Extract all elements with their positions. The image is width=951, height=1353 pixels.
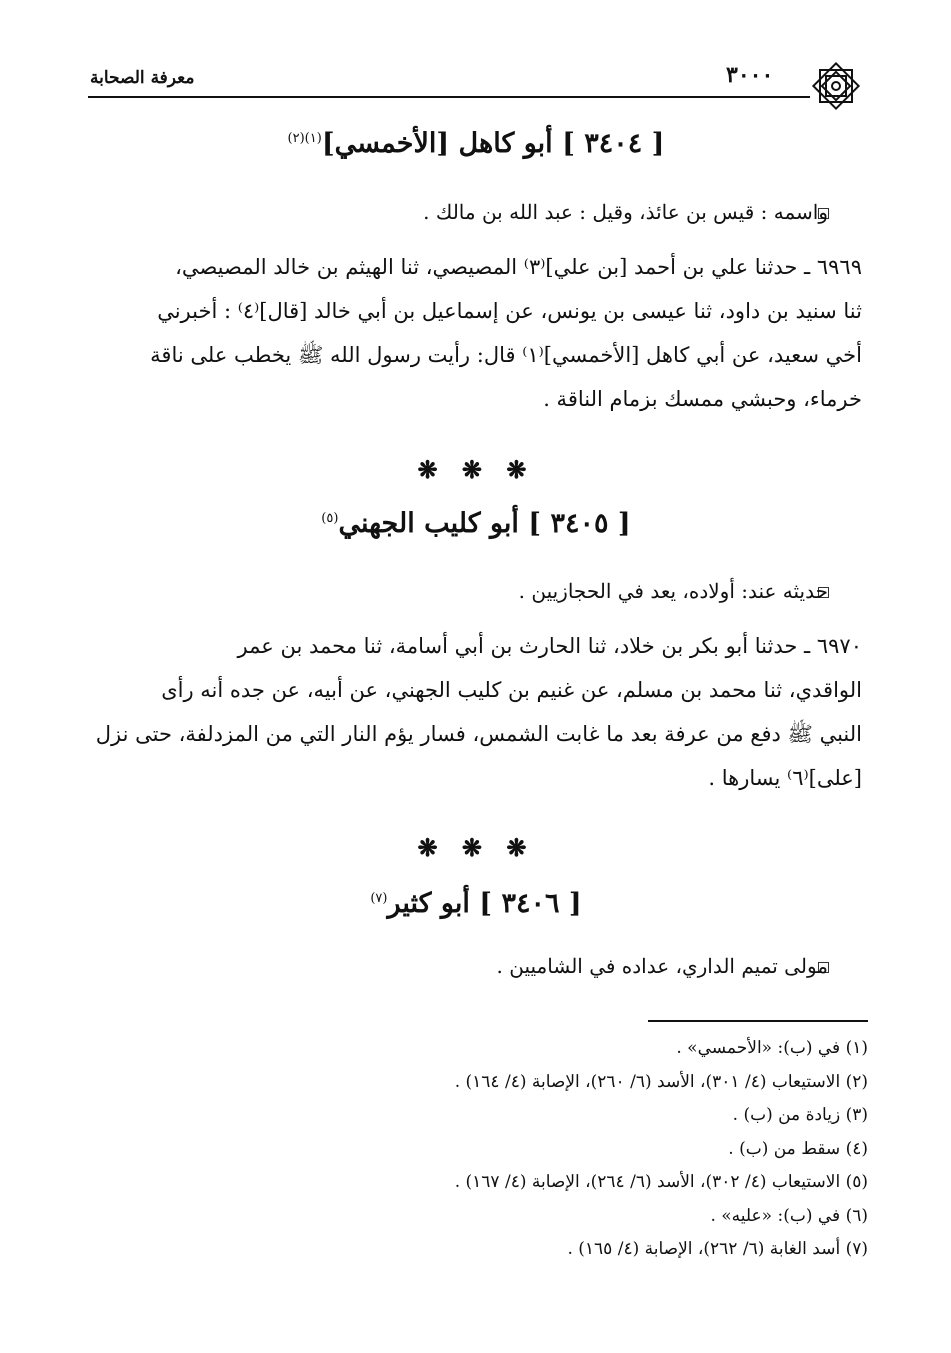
paragraph-line: الواقدي، ثنا محمد بن مسلم، عن غنيم بن كليب الجهني، عن أبيه، عن جده أنه رأى (161, 678, 862, 702)
hadith-paragraph-6970 (92, 624, 862, 800)
book-title: معرفة الصحابة (90, 68, 195, 88)
paragraph-line: ٦٩٧٠ ـ حدثنا أبو بكر بن خلاد، ثنا الحارث بن أبي أسامة، ثنا محمد بن عمر (237, 634, 862, 658)
paragraph-line: [على]⁽٦⁾ يسارها . (708, 766, 862, 790)
footnote-rule (648, 1020, 868, 1022)
paragraph-line: ٦٩٦٩ ـ حدثنا علي بن أحمد [بن علي]⁽٣⁾ المصيصي، ثنا الهيثم بن خالد المصيصي، (175, 255, 862, 279)
entry-heading-3405 (90, 508, 862, 539)
entry-intro: واسمه : قيس بن عائذ، وقيل : عبد الله بن مالك . (423, 200, 828, 224)
header-rule (88, 96, 810, 98)
heading-footnote-ref: (٧) (370, 891, 388, 906)
entry-heading-text: [ ٣٤٠٥ ] أبو كليب الجهني (338, 508, 631, 539)
paragraph-line: ثنا سنيد بن داود، ثنا عيسى بن يونس، عن إسماعيل بن أبي خالد [قال]⁽٤⁾ : أخبرني (157, 299, 862, 323)
hadith-paragraph-6969 (92, 245, 862, 421)
entry-intro: حديثه عند: أولاده، يعد في الحجازيين . (518, 579, 828, 603)
entry-intro: مولى تميم الداري، عداده في الشاميين . (496, 954, 828, 978)
paragraph-line: خرماء، وحبشي ممسك بزمام الناقة . (543, 387, 862, 411)
footnote-1: (١) في (ب): «الأحمسي» . (676, 1038, 868, 1058)
footnotes (240, 1032, 868, 1267)
entry-heading-text: [ ٣٤٠٦ ] أبو كثير (387, 888, 582, 919)
footnote-5: (٥) الاستيعاب (٤/ ٣٠٢)، الأسد (٦/ ٢٦٤)، الإصابة (٤/ ١٦٧) . (454, 1172, 868, 1192)
entry-heading-3406 (90, 888, 862, 919)
footnote-2: (٢) الاستيعاب (٤/ ٣٠١)، الأسد (٦/ ٢٦٠)، الإصابة (٤/ ١٦٤) . (454, 1071, 868, 1092)
section-separator: ❋ ❋ ❋ (417, 833, 535, 862)
heading-footnote-ref: (٥) (321, 511, 339, 526)
section-separator: ❋ ❋ ❋ (417, 455, 535, 484)
entry-heading-text: [ ٣٤٠٤ ] أبو كاهل [الأخمسي] (321, 128, 665, 159)
page-number: ٣٠٠٠ (726, 62, 774, 88)
entry-heading-3404 (90, 128, 862, 159)
footnote-3: (٣) زيادة من (ب) . (732, 1105, 868, 1125)
footnote-4: (٤) سقط من (ب) . (728, 1138, 868, 1159)
footnote-6: (٦) في (ب): «عليه» . (710, 1205, 868, 1226)
paragraph-line: النبي ﷺ دفع من عرفة بعد ما غابت الشمس، فسار يؤم النار التي من المزدلفة، حتى نزل (95, 722, 862, 746)
star-ornament-icon (810, 60, 862, 112)
footnote-7: (٧) أسد الغابة (٦/ ٢٦٢)، الإصابة (٤/ ١٦٥) . (567, 1239, 868, 1259)
paragraph-line: أخي سعيد، عن أبي كاهل [الأخمسي]⁽١⁾ قال: رأيت رسول الله ﷺ يخطب على ناقة (150, 343, 862, 367)
heading-footnote-ref: (١)(٢) (287, 131, 322, 146)
